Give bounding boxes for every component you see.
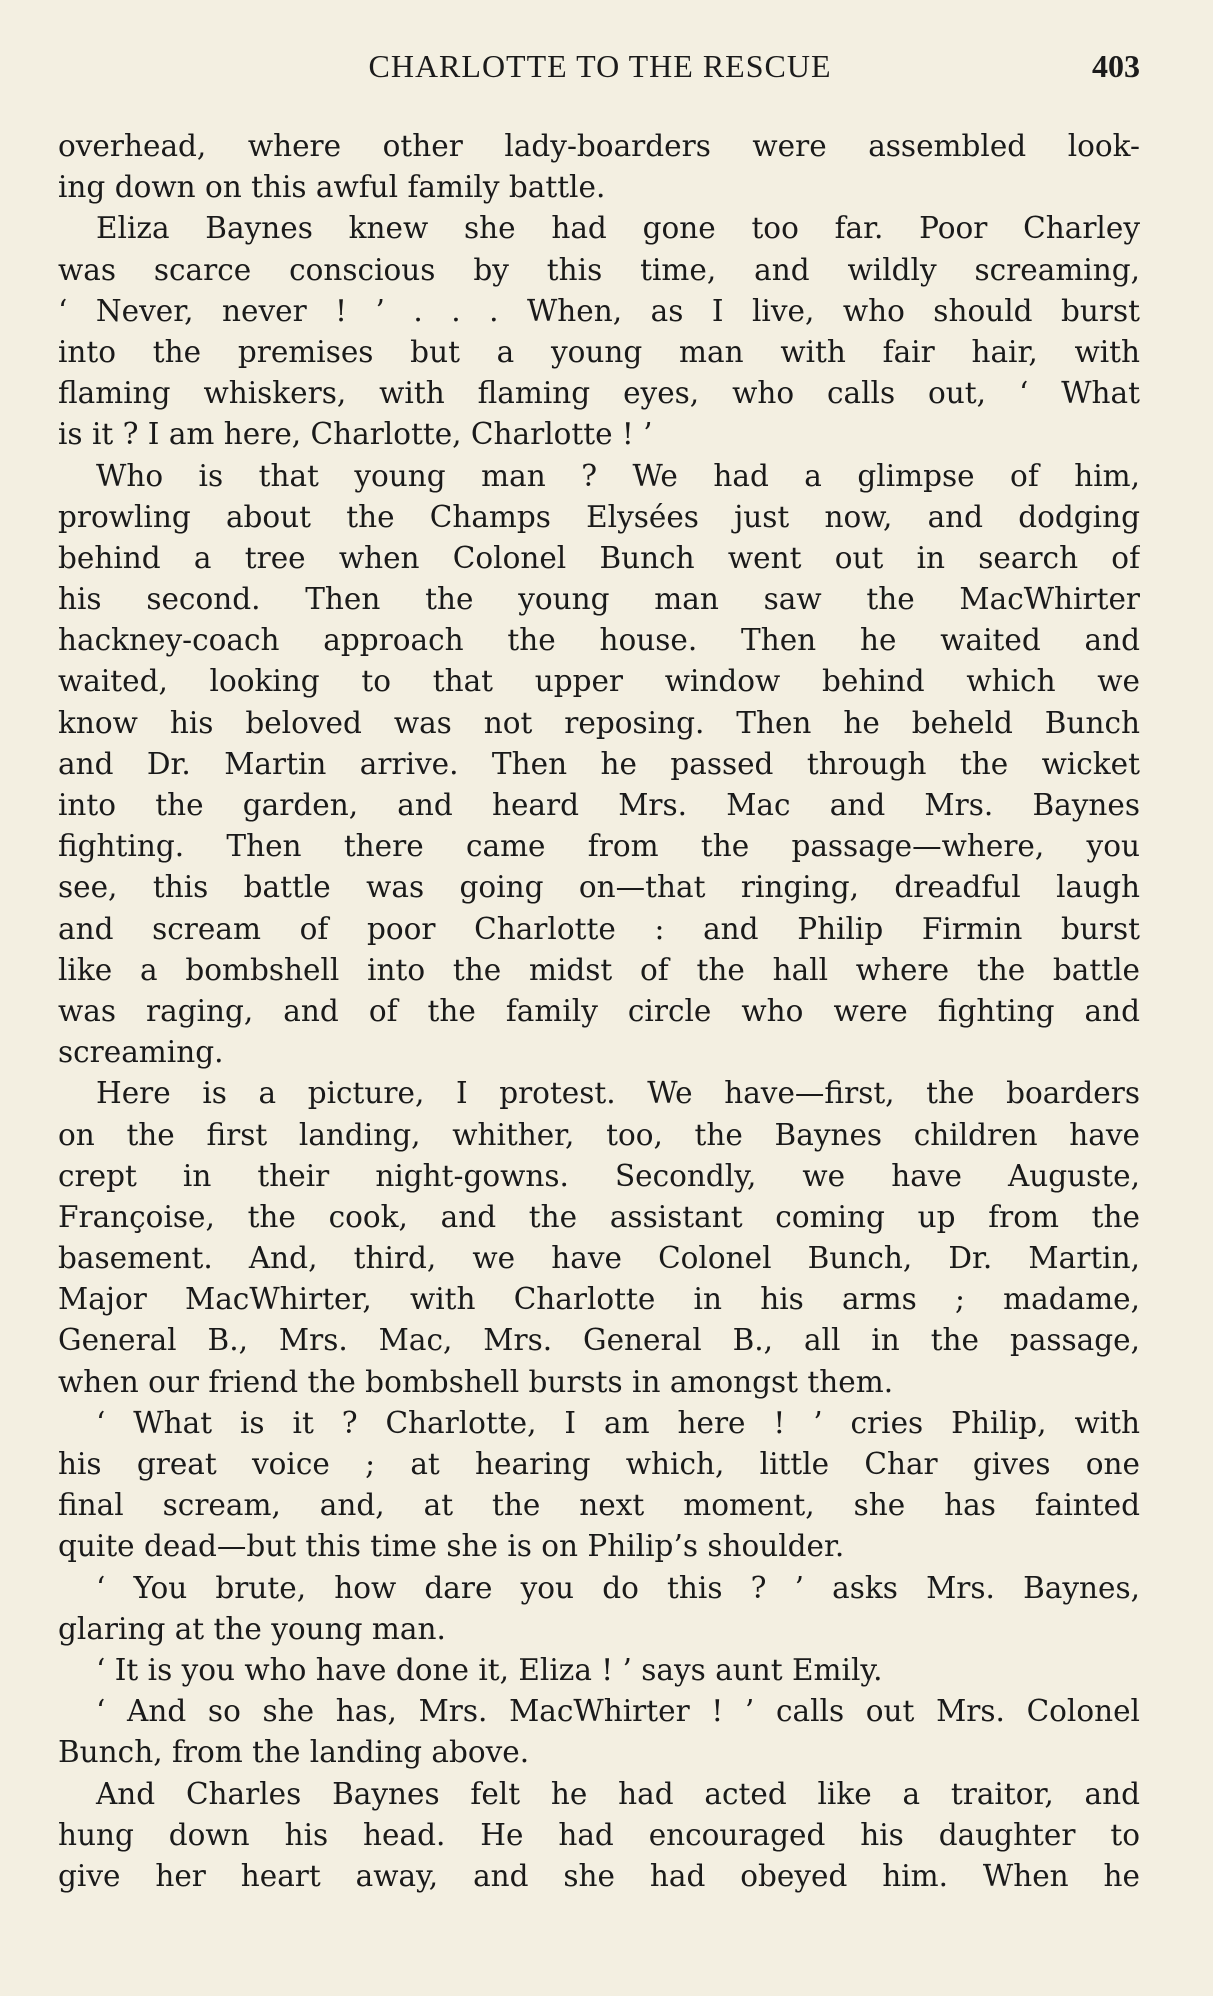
text-line: quite dead—but this time she is on Philip’s shoulder.: [58, 1529, 845, 1564]
text-line: and scream of poor Charlotte : and Philip Firmin burst: [58, 911, 1140, 946]
text-line: his second. Then the young man saw the MacWhirter: [58, 582, 1140, 617]
text-line: prowling about the Champs Elysées just now, and dodging: [58, 499, 1140, 534]
running-header: [60, 48, 1140, 92]
text-line: final scream, and, at the next moment, she has fainted: [58, 1488, 1140, 1523]
text-line: And Charles Baynes felt he had acted like a traitor, and: [96, 1776, 1140, 1811]
text-line: ‘ You brute, how dare you do this ? ’ asks Mrs. Baynes,: [96, 1570, 1140, 1605]
text-line: and Dr. Martin arrive. Then he passed through the wicket: [58, 746, 1140, 781]
text-line: screaming.: [58, 1035, 224, 1070]
text-line: General B., Mrs. Mac, Mrs. General B., all in the passage,: [58, 1323, 1140, 1358]
body-text: [58, 126, 1140, 1897]
text-line: when our friend the bombshell bursts in amongst them.: [58, 1364, 894, 1399]
text-line: like a bombshell into the midst of the hall where the battle: [58, 952, 1140, 987]
chapter-title: CHARLOTTE TO THE RESCUE: [368, 48, 832, 84]
page-number: 403: [1092, 48, 1140, 84]
text-line: ing down on this awful family battle.: [58, 170, 606, 205]
text-line: overhead, where other lady-boarders were assembled look-: [58, 129, 1140, 163]
text-line: crept in their night-gowns. Secondly, we have Auguste,: [58, 1158, 1140, 1193]
text-line: hung down his head. He had encouraged his daughter to: [58, 1817, 1140, 1852]
text-line: give her heart away, and she had obeyed him. When he: [58, 1858, 1140, 1893]
text-line: Who is that young man ? We had a glimpse of him,: [96, 458, 1140, 493]
text-line: basement. And, third, we have Colonel Bunch, Dr. Martin,: [58, 1241, 1140, 1276]
text-line: ‘ And so she has, Mrs. MacWhirter ! ’ calls out Mrs. Colonel: [96, 1694, 1140, 1729]
text-line: was raging, and of the family circle who were fighting and: [58, 993, 1140, 1028]
text-line: ‘ What is it ? Charlotte, I am here ! ’ cries Philip, with: [96, 1405, 1140, 1440]
text-line: see, this battle was going on—that ringing, dreadful laugh: [58, 870, 1140, 905]
text-line: on the first landing, whither, too, the Baynes children have: [58, 1117, 1140, 1152]
text-line: flaming whiskers, with flaming eyes, who calls out, ‘ What: [58, 376, 1140, 411]
text-line: Françoise, the cook, and the assistant coming up from the: [58, 1199, 1140, 1234]
text-line: Major MacWhirter, with Charlotte in his arms ; madame,: [58, 1282, 1140, 1317]
text-line: hackney-coach approach the house. Then he waited and: [58, 623, 1140, 658]
text-line: know his beloved was not reposing. Then he beheld Bunch: [58, 705, 1140, 740]
text-line: into the garden, and heard Mrs. Mac and Mrs. Baynes: [58, 788, 1140, 822]
text-line: Here is a picture, I protest. We have—first, the boarders: [96, 1076, 1140, 1111]
text-line: Bunch, from the landing above.: [58, 1735, 530, 1770]
text-line: Eliza Baynes knew she had gone too far. Poor Charley: [96, 211, 1140, 246]
text-line: fighting. Then there came from the passage—where, you: [58, 829, 1140, 864]
text-line: ‘ It is you who have done it, Eliza ! ’ says aunt Emily.: [96, 1652, 883, 1687]
text-line: was scarce conscious by this time, and wildly screaming,: [58, 252, 1140, 287]
text-line: behind a tree when Colonel Bunch went out in search of: [58, 540, 1140, 575]
text-line: glaring at the young man.: [58, 1611, 446, 1646]
text-line: ‘ Never, never ! ’ . . . When, as I live, who should burst: [58, 293, 1140, 328]
text-line: is it ? I am here, Charlotte, Charlotte ! ’: [58, 417, 653, 452]
text-line: waited, looking to that upper window behind which we: [58, 664, 1140, 699]
text-line: his great voice ; at hearing which, little Char gives one: [58, 1447, 1140, 1481]
text-line: into the premises but a young man with fair hair, with: [58, 334, 1140, 369]
